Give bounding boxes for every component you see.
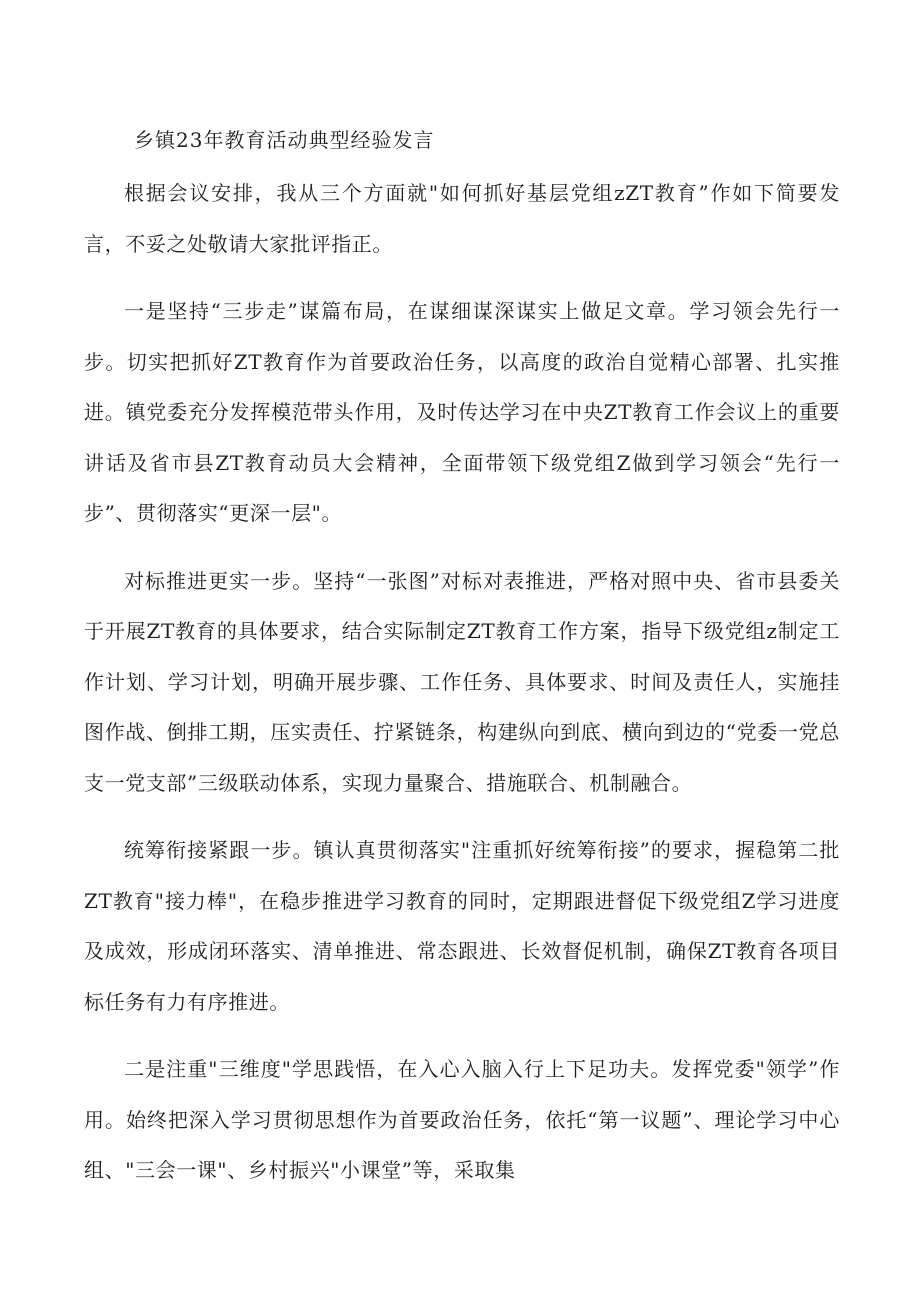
document-title: 乡镇23年教育活动典型经验发言 (134, 128, 435, 152)
paragraph: 对标推进更实一步。坚持“一张图”对标对表推进，严格对照中央、省市县委关于开展ZT教育的具体要求，结合实际制定ZT教育工作方案，指导下级党组z制定工作计划、学习计划，明确开展步骤、工作任务、具体要求、时间及责任人，实施挂图作战、倒排工期，压实责任、拧紧链条，构建纵向到底、横向到边的“党委一党总支一党支部”三级联动体系，实现力量聚合、措施联合、机制融合。 (84, 568, 840, 795)
paragraph: 统筹衔接紧跟一步。镇认真贯彻落实"注重抓好统筹衔接”的要求，握稳第二批ZT教育"接力棒"，在稳步推进学习教育的同时，定期跟进督促下级党组Z学习进度及成效，形成闭环落实、清单推进、常态跟进、长效督促机制，确保ZT教育各项目标任务有力有序推进。 (84, 838, 840, 1014)
paragraph: 一是坚持“三步走”谋篇布局，在谋细谋深谋实上做足文章。学习领会先行一步。切实把抓好ZT教育作为首要政治任务，以高度的政治自觉精心部署、扎实推进。镇党委充分发挥模范带头作用，及时传达学习在中央ZT教育工作会议上的重要讲话及省市县ZT教育动员大会精神，全面带领下级党组Z做到学习领会“先行一步”、贯彻落实“更深一层"。 (84, 299, 840, 525)
document-body (84, 168, 840, 1213)
paragraph: 二是注重"三维度"学思践悟，在入心入脑入行上下足功夫。发挥党委"领学”作用。始终把深入学习贯彻思想作为首要政治任务，依托“第一议题”、理论学习中心组、"三会一课"、乡村振兴"小课堂”等，采取集 (84, 1057, 840, 1182)
paragraph: 根据会议安排，我从三个方面就"如何抓好基层党组zZT教育”作如下简要发言，不妥之处敬请大家批评指正。 (84, 181, 840, 256)
